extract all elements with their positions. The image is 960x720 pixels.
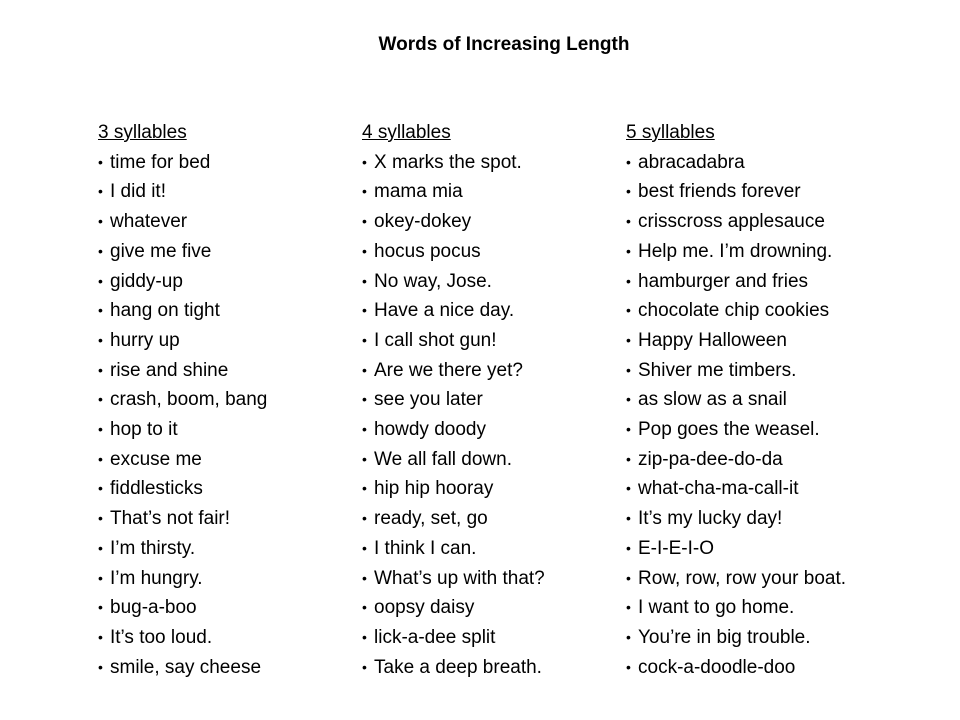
bullet-icon: • xyxy=(362,331,367,348)
column-4-syllables xyxy=(362,119,612,682)
bullet-icon: • xyxy=(98,658,103,675)
list-item-text: No way, Jose. xyxy=(374,270,492,292)
list-item-text: ready, set, go xyxy=(374,508,488,530)
list-item xyxy=(362,237,612,267)
bullet-icon: • xyxy=(362,242,367,259)
list-item xyxy=(362,415,612,445)
list-item-text: What’s up with that? xyxy=(374,567,545,589)
list-item xyxy=(98,177,348,207)
bullet-icon: • xyxy=(362,213,367,230)
list-item-text: hamburger and fries xyxy=(638,270,809,292)
list-item xyxy=(362,653,612,683)
bullet-icon: • xyxy=(626,213,631,230)
list-item-text: Are we there yet? xyxy=(374,359,523,381)
list-item xyxy=(626,326,946,356)
list-item-text: I’m hungry. xyxy=(110,567,203,589)
list-item-text: best friends forever xyxy=(638,181,801,203)
bullet-icon: • xyxy=(98,272,103,289)
list-item-text: Pop goes the weasel. xyxy=(638,419,820,441)
list-item-text: X marks the spot. xyxy=(374,151,522,173)
list-item xyxy=(362,385,612,415)
bullet-icon: • xyxy=(362,183,367,200)
bullet-icon: • xyxy=(362,450,367,467)
bullet-icon: • xyxy=(626,539,631,556)
list-item xyxy=(626,385,946,415)
list-item-text: see you later xyxy=(374,389,483,411)
list-item-text: Shiver me timbers. xyxy=(638,359,797,381)
list-item xyxy=(362,177,612,207)
bullet-icon: • xyxy=(362,539,367,556)
word-list xyxy=(626,148,946,683)
list-item-text: excuse me xyxy=(110,448,202,470)
bullet-icon: • xyxy=(98,480,103,497)
list-item xyxy=(98,148,348,178)
list-item xyxy=(98,415,348,445)
page-title: Words of Increasing Length xyxy=(378,34,630,55)
bullet-icon: • xyxy=(626,480,631,497)
list-item xyxy=(362,148,612,178)
bullet-icon: • xyxy=(98,242,103,259)
bullet-icon: • xyxy=(626,599,631,616)
bullet-icon: • xyxy=(362,391,367,408)
column-heading: 4 syllables xyxy=(362,122,451,143)
list-item xyxy=(362,564,612,594)
list-item-text: Happy Halloween xyxy=(638,329,787,351)
list-item xyxy=(98,564,348,594)
bullet-icon: • xyxy=(362,272,367,289)
list-item-text: time for bed xyxy=(110,151,211,173)
list-item xyxy=(362,623,612,653)
bullet-icon: • xyxy=(626,450,631,467)
list-item xyxy=(626,356,946,386)
list-item-text: hocus pocus xyxy=(374,240,481,262)
bullet-icon: • xyxy=(626,628,631,645)
list-item-text: Have a nice day. xyxy=(374,300,515,322)
list-item xyxy=(362,445,612,475)
list-item xyxy=(626,534,946,564)
bullet-icon: • xyxy=(626,569,631,586)
list-item xyxy=(626,564,946,594)
list-item xyxy=(98,534,348,564)
list-item-text: That’s not fair! xyxy=(110,508,231,530)
bullet-icon: • xyxy=(626,302,631,319)
list-item xyxy=(626,177,946,207)
bullet-icon: • xyxy=(98,569,103,586)
list-item xyxy=(626,474,946,504)
list-item-text: hip hip hooray xyxy=(374,478,494,500)
bullet-icon: • xyxy=(362,302,367,319)
bullet-icon: • xyxy=(626,183,631,200)
list-item xyxy=(626,148,946,178)
list-item-text: hop to it xyxy=(110,419,178,441)
list-item-text: I think I can. xyxy=(374,537,477,559)
list-item-text: crisscross applesauce xyxy=(638,211,825,233)
list-item-text: I call shot gun! xyxy=(374,329,497,351)
list-item xyxy=(98,267,348,297)
list-item-text: chocolate chip cookies xyxy=(638,300,830,322)
bullet-icon: • xyxy=(98,391,103,408)
list-item-text: bug-a-boo xyxy=(110,597,197,619)
list-item xyxy=(98,593,348,623)
column-heading: 5 syllables xyxy=(626,122,715,143)
bullet-icon: • xyxy=(626,331,631,348)
bullet-icon: • xyxy=(362,599,367,616)
list-item-text: zip-pa-dee-do-da xyxy=(638,448,783,470)
column-5-syllables xyxy=(626,119,946,682)
list-item-text: whatever xyxy=(110,211,188,233)
list-item xyxy=(626,623,946,653)
bullet-icon: • xyxy=(626,242,631,259)
list-item xyxy=(98,207,348,237)
bullet-icon: • xyxy=(626,510,631,527)
list-item xyxy=(362,326,612,356)
bullet-icon: • xyxy=(362,658,367,675)
list-item-text: giddy-up xyxy=(110,270,183,292)
bullet-icon: • xyxy=(98,539,103,556)
bullet-icon: • xyxy=(362,480,367,497)
list-item-text: I’m thirsty. xyxy=(110,537,196,559)
list-item xyxy=(626,593,946,623)
list-item xyxy=(626,653,946,683)
list-item xyxy=(362,267,612,297)
bullet-icon: • xyxy=(98,331,103,348)
list-item-text: hurry up xyxy=(110,329,180,351)
list-item xyxy=(362,207,612,237)
list-item xyxy=(626,207,946,237)
list-item-text: mama mia xyxy=(374,181,463,203)
list-item-text: give me five xyxy=(110,240,212,262)
bullet-icon: • xyxy=(98,421,103,438)
list-item-text: Take a deep breath. xyxy=(374,656,542,678)
list-item-text: hang on tight xyxy=(110,300,220,322)
list-item-text: howdy doody xyxy=(374,419,486,441)
list-item-text: oopsy daisy xyxy=(374,597,475,619)
list-item-text: what-cha-ma-call-it xyxy=(638,478,799,500)
bullet-icon: • xyxy=(362,153,367,170)
list-item-text: E-I-E-I-O xyxy=(638,537,714,559)
list-item-text: You’re in big trouble. xyxy=(638,626,811,648)
column-3-syllables xyxy=(98,119,348,682)
list-item-text: okey-dokey xyxy=(374,211,472,233)
list-item xyxy=(626,445,946,475)
bullet-icon: • xyxy=(626,153,631,170)
list-item-text: It’s too loud. xyxy=(110,626,213,648)
bullet-icon: • xyxy=(362,569,367,586)
bullet-icon: • xyxy=(98,599,103,616)
list-item xyxy=(98,504,348,534)
bullet-icon: • xyxy=(362,510,367,527)
list-item-text: abracadabra xyxy=(638,151,745,173)
bullet-icon: • xyxy=(98,361,103,378)
list-item-text: Row, row, row your boat. xyxy=(638,567,847,589)
list-item xyxy=(98,296,348,326)
bullet-icon: • xyxy=(98,183,103,200)
bullet-icon: • xyxy=(98,628,103,645)
list-item xyxy=(626,267,946,297)
list-item xyxy=(98,445,348,475)
bullet-icon: • xyxy=(98,302,103,319)
list-item xyxy=(98,474,348,504)
bullet-icon: • xyxy=(626,272,631,289)
bullet-icon: • xyxy=(362,628,367,645)
list-item xyxy=(98,237,348,267)
list-item-text: lick-a-dee split xyxy=(374,626,496,648)
list-item-text: rise and shine xyxy=(110,359,229,381)
list-item xyxy=(362,296,612,326)
list-item-text: I did it! xyxy=(110,181,166,203)
bullet-icon: • xyxy=(98,510,103,527)
list-item-text: I want to go home. xyxy=(638,597,795,619)
list-item-text: Help me. I’m drowning. xyxy=(638,240,833,262)
bullet-icon: • xyxy=(98,450,103,467)
list-item-text: cock-a-doodle-doo xyxy=(638,656,796,678)
list-item xyxy=(98,623,348,653)
bullet-icon: • xyxy=(98,213,103,230)
list-item xyxy=(626,237,946,267)
list-item xyxy=(362,534,612,564)
list-item xyxy=(626,504,946,534)
list-item-text: It’s my lucky day! xyxy=(638,508,783,530)
list-item xyxy=(626,415,946,445)
list-item-text: smile, say cheese xyxy=(110,656,262,678)
list-item xyxy=(362,593,612,623)
list-item xyxy=(98,653,348,683)
list-item xyxy=(626,296,946,326)
bullet-icon: • xyxy=(98,153,103,170)
list-item-text: crash, boom, bang xyxy=(110,389,268,411)
word-list xyxy=(98,148,348,683)
list-item xyxy=(98,385,348,415)
bullet-icon: • xyxy=(362,421,367,438)
column-heading: 3 syllables xyxy=(98,122,187,143)
list-item xyxy=(98,356,348,386)
bullet-icon: • xyxy=(626,658,631,675)
bullet-icon: • xyxy=(362,361,367,378)
list-item xyxy=(362,474,612,504)
list-item-text: as slow as a snail xyxy=(638,389,787,411)
list-item xyxy=(362,504,612,534)
bullet-icon: • xyxy=(626,391,631,408)
word-list xyxy=(362,148,612,683)
list-item xyxy=(98,326,348,356)
list-item-text: fiddlesticks xyxy=(110,478,203,500)
list-item xyxy=(362,356,612,386)
list-item-text: We all fall down. xyxy=(374,448,512,470)
bullet-icon: • xyxy=(626,361,631,378)
bullet-icon: • xyxy=(626,421,631,438)
